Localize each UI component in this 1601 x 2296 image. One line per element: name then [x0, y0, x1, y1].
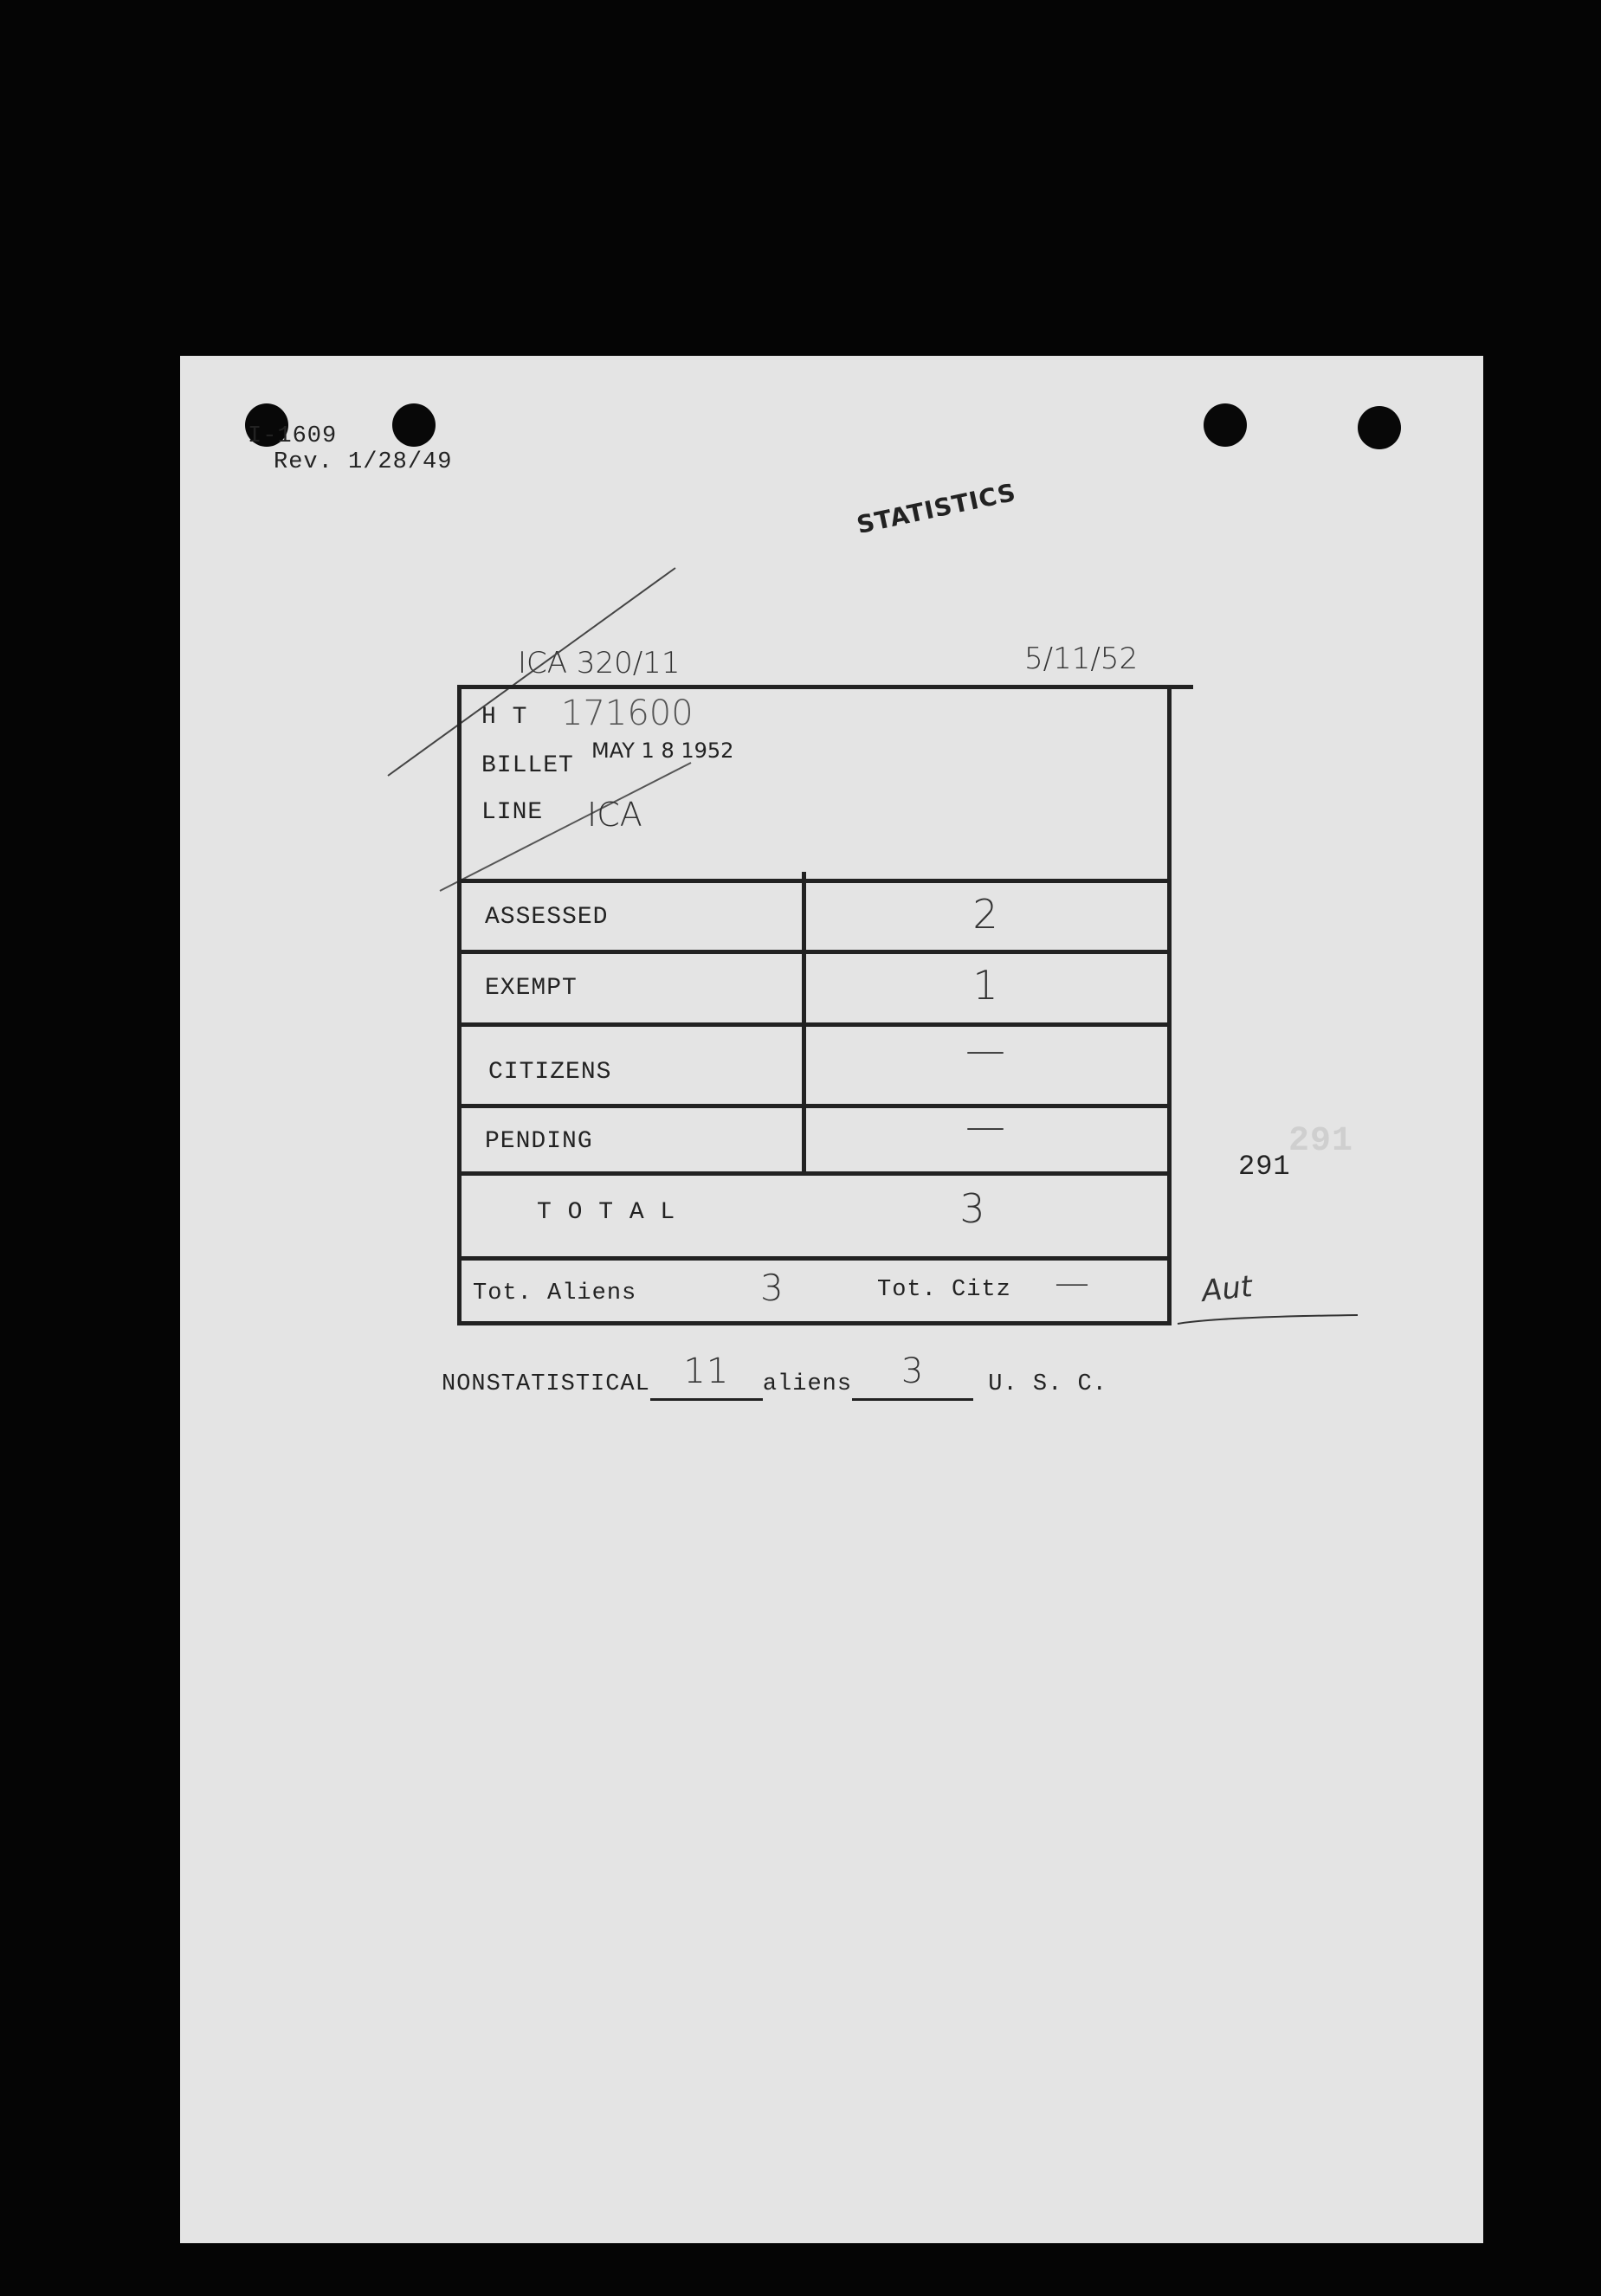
tot-aliens-label: Tot. Aliens — [473, 1280, 637, 1306]
form-number: I-1609 — [248, 423, 338, 449]
page-number-stamp: 291 — [1288, 1122, 1354, 1161]
divider-header — [457, 879, 1172, 883]
received-date-stamp: MAY 1 8 1952 — [591, 738, 734, 763]
row-value-pending: — — [965, 1103, 1005, 1150]
nonstatistical-usc-label: U. S. C. — [988, 1371, 1107, 1397]
total-label: T O T A L — [537, 1199, 676, 1226]
form-revision: Rev. 1/28/49 — [274, 449, 453, 475]
tot-citizens-value: — — [1055, 1263, 1089, 1303]
row-value-assessed: 2 — [972, 891, 998, 938]
statistics-form — [457, 685, 1172, 1325]
divider-1 — [457, 950, 1172, 954]
nonstatistical-aliens-label: aliens — [762, 1371, 853, 1397]
row-label-pending: PENDING — [485, 1128, 593, 1155]
ht-number: 171600 — [561, 693, 694, 733]
border-top — [457, 685, 1193, 689]
border-bottom — [457, 1321, 1172, 1325]
billet-label: BILLET — [481, 752, 574, 779]
nonstatistical-usc-value: 3 — [901, 1351, 925, 1391]
row-label-exempt: EXEMPT — [485, 975, 578, 1002]
page-number: 291 — [1238, 1151, 1291, 1183]
total-value: 3 — [959, 1185, 985, 1232]
statistics-stamp: STATISTICS — [854, 477, 1019, 540]
row-label-assessed: ASSESSED — [485, 904, 609, 931]
divider-5 — [457, 1256, 1172, 1261]
reference-handwritten: ICA 320/11 — [518, 646, 681, 680]
line-label: LINE — [481, 799, 544, 826]
line-value: ICA — [587, 796, 642, 834]
nonstatistical-label: NONSTATISTICAL — [442, 1371, 650, 1397]
row-label-citizens: CITIZENS — [488, 1059, 612, 1086]
border-left — [457, 685, 462, 1325]
divider-4 — [457, 1171, 1172, 1176]
row-value-exempt: 1 — [972, 962, 998, 1009]
date-handwritten: 5/11/52 — [1024, 642, 1139, 676]
row-value-citizens: — — [965, 1027, 1005, 1074]
column-divider — [802, 872, 806, 1175]
document-page — [180, 356, 1483, 2243]
nonstatistical-line — [442, 1351, 1107, 1401]
initials-signature: Aut — [1200, 1269, 1255, 1309]
tot-aliens-value: 3 — [760, 1267, 784, 1309]
border-right — [1167, 685, 1172, 1325]
nonstatistical-aliens-value: 11 — [683, 1351, 730, 1391]
tot-citizens-label: Tot. Citz — [877, 1277, 1011, 1303]
ht-label: H T — [481, 704, 528, 731]
